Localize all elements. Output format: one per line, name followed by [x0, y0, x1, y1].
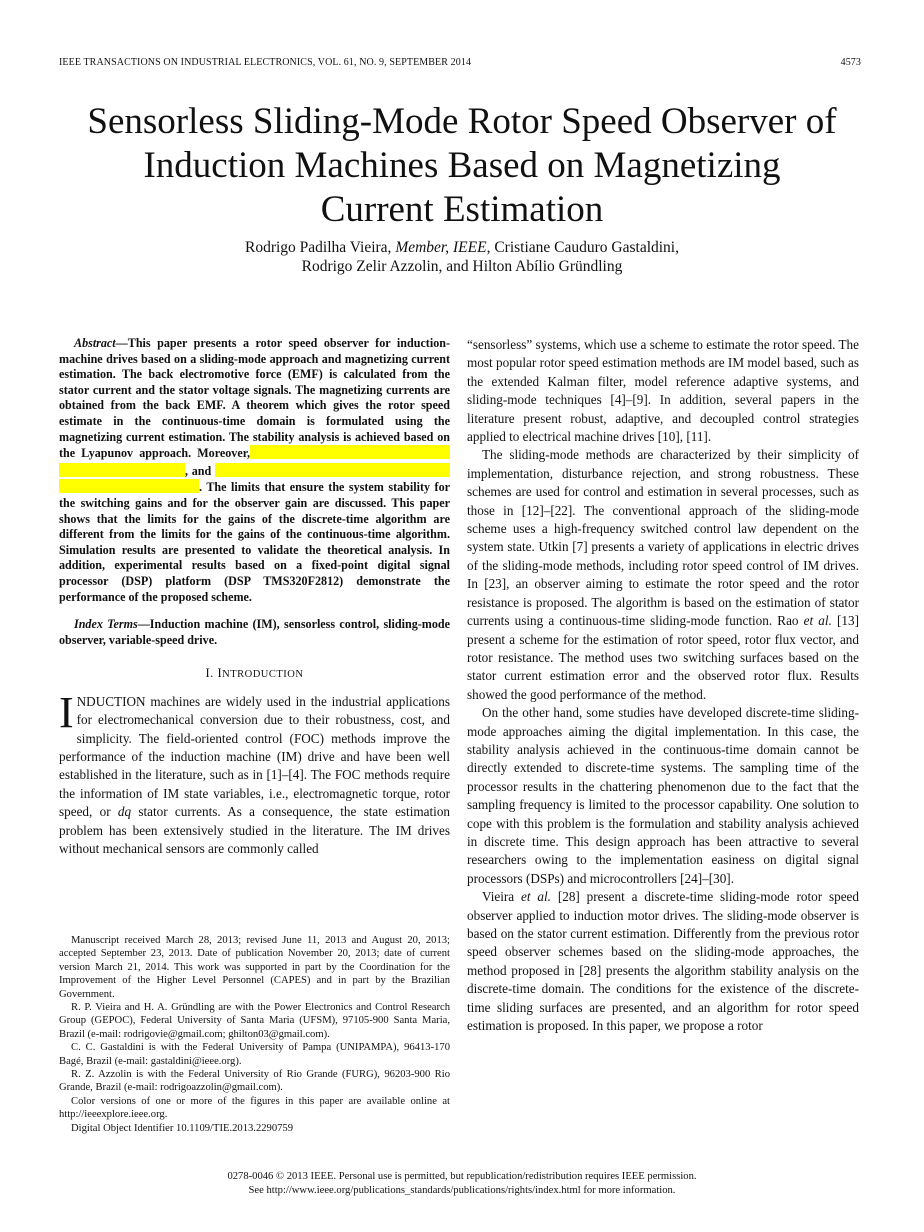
- footnote: Color versions of one or more of the figures in this paper are available online at http://ieeexplore.ieee.org.: [59, 1095, 450, 1121]
- drop-cap: I: [59, 687, 74, 737]
- copyright-notice: 0278-0046 © 2013 IEEE. Personal use is permitted, but republication/redistribution requires IEEE permission.: [227, 1171, 697, 1182]
- footnote: Digital Object Identifier 10.1109/TIE.2013.2290759: [71, 1122, 294, 1134]
- body-paragraph: On the other hand, some studies have developed discrete-time sliding-mode approaches aiming the digital implementation. In this case, the stability analysis achieved in the continuous-time domain cannot be directly extended to discrete-time systems. The sampling time of the processor results in the chattering phenomenon due to the fact that the sampling frequency is limited to the processor capability. One solution to cope with this problem is the formulation and stability analysis achieved in discrete time. This design approach has been attractive to several researchers owing to the implementation easiness on digital signal processors (DSPs) and microcontrollers [24]–[30].: [467, 705, 859, 886]
- title-line: Sensorless Sliding-Mode Rotor Speed Observer of: [87, 101, 837, 142]
- right-column: [467, 336, 859, 1035]
- index-terms: Index Terms—Induction machine (IM), sensorless control, sliding-mode observer, variable-speed drive.: [59, 617, 450, 647]
- title-line: Current Estimation: [320, 189, 604, 230]
- paper-title: [40, 100, 884, 232]
- member-badge: Member, IEEE: [395, 239, 487, 256]
- page-number: 4573: [840, 57, 861, 68]
- index-terms-label: Index Terms: [74, 617, 138, 632]
- rights-link: See http://www.ieee.org/publications_standards/publications/rights/index.html for more information.: [248, 1185, 676, 1196]
- intro-paragraph: INDUCTION machines are widely used in the industrial applications for electromechanical conversion due to their robustness, cost, and simplicity. The field-oriented control (FOC) methods improve the performance of the induction machine (IM) drive and have been well established in the literature, such as in [1]–[4]. The FOC methods require the information of IM state variables, i.e., electromagnetic torque, rotor speed, or dq stator currents. As a consequence, the state estimation problem has been extensively studied in the literature. The IM drives without mechanical sensors are commonly called: [59, 687, 451, 856]
- abstract: Abstract—This paper presents a rotor speed observer for induction-machine drives based on a sliding-mode approach and magnetizing current estimation. The back electromotive force (EMF) is calculated from the stator current and the stator voltage signals. The magnetizing currents are obtained from the back EMF. A theorem which gives the rotor speed estimate in the continuous-time domain is formulated using the magnetizing current estimation. The stability analysis is achieved based on the Lyapunov approach. Moreover,, and . The limits that ensure the system stability for the switching gains and for the observer gain are discussed. This paper shows that the limits for the gains of the discrete-time algorithm are different from the limits for the gains of the continuous-time algorithm. Simulation results are presented to validate the theoretical analysis. In addition, experimental results based on a fixed-point digital signal processor (DSP) platform (DSP TMS320F2812) demonstrate the performance of the proposed scheme.: [59, 336, 450, 604]
- author-line: Rodrigo Zelir Azzolin, and Hilton Abílio Gründling: [301, 258, 623, 275]
- abstract-label: Abstract: [74, 336, 116, 350]
- footnotes: [59, 934, 450, 1135]
- footnote: R. P. Vieira and H. A. Gründling are with the Power Electronics and Control Research Group (GEPOC), Federal University of Santa Maria (UFSM), 97105-900 Santa Maria, Brazil (e-mail: rodrigovie@gmail.com; ghilton03@gmail.com).: [59, 1002, 450, 1040]
- running-header: IEEE TRANSACTIONS ON INDUSTRIAL ELECTRONICS, VOL. 61, NO. 9, SEPTEMBER 2014: [59, 57, 472, 68]
- body-paragraph: Vieira et al. [28] present a discrete-time sliding-mode rotor speed observer applied to induction motor drives. The sliding-mode observer is based on the stator current estimation. Differently from the previous rotor speed observer schemes based on the sliding-mode approaches, the method proposed in [28] presents the algorithm stability analysis on the discrete-time domain. The conditions for the existence of the discrete-time sliding surfaces are presented, and an algorithm for rotor speed estimation is proposed. In this paper, we propose a rotor: [467, 889, 860, 1034]
- highlight: [59, 479, 199, 493]
- body-paragraph: “sensorless” systems, which use a scheme to estimate the rotor speed. The most popular rotor speed estimation methods are IM model based, such as the extended Kalman filter, model reference adaptive systems, and sliding-mode techniques [4]–[9]. In addition, several papers in the literature present robust, adaptive, and decoupled control strategies applied to electrical machine drives [10], [11].: [467, 337, 859, 445]
- left-column: [59, 336, 450, 858]
- highlight: [250, 445, 450, 459]
- body-paragraph: The sliding-mode methods are characterized by their simplicity of implementation, disturbance rejection, and strong robustness. These schemes are used for control and estimation in several processes, such as those in [12]–[22]. The conventional approach of the sliding-mode scheme uses a high-frequency switched control law dependent on the system state. Utkin [7] presents a variety of applications in electric drives of the sliding-mode methods, including rotor speed control of IM drives. In [23], an observer aiming to estimate the rotor speed and the rotor resistance is proposed. The algorithm is based on the estimation of stator currents using a continuous-time sliding-mode function. Rao et al. [13] present a scheme for the estimation of rotor speed, rotor flux vector, and rotor resistance. The method uses two switching surfaces based on the stator current estimation error and the observed rotor flux. Results showed the good performance of the method.: [467, 447, 859, 702]
- author-list: [40, 238, 884, 276]
- title-line: Induction Machines Based on Magnetizing: [143, 145, 781, 186]
- footnote: C. C. Gastaldini is with the Federal University of Pampa (UNIPAMPA), 96413-170 Bagé, Brazil (e-mail: gastaldini@ieee.org).: [59, 1042, 450, 1067]
- highlight: [59, 463, 185, 477]
- footnote: Manuscript received March 28, 2013; revised June 11, 2013 and August 20, 2013; accepted September 23, 2013. Date of publication November 20, 2013; date of current version March 21, 2014. This work was supported in part by the Coordination for the Improvement of the Higher Level Personnel (CAPES) and in part by the Brazilian Government.: [59, 935, 450, 1000]
- footnote: R. Z. Azzolin is with the Federal University of Rio Grande (FURG), 96203-900 Rio Grande, Brazil (e-mail: rodrigoazzolin@gmail.com).: [59, 1069, 450, 1094]
- highlight: [215, 463, 450, 477]
- author-line: Rodrigo Padilha Vieira, Member, IEEE, Cristiane Cauduro Gastaldini,: [244, 239, 679, 256]
- section-heading: I. INTRODUCTION: [205, 666, 304, 681]
